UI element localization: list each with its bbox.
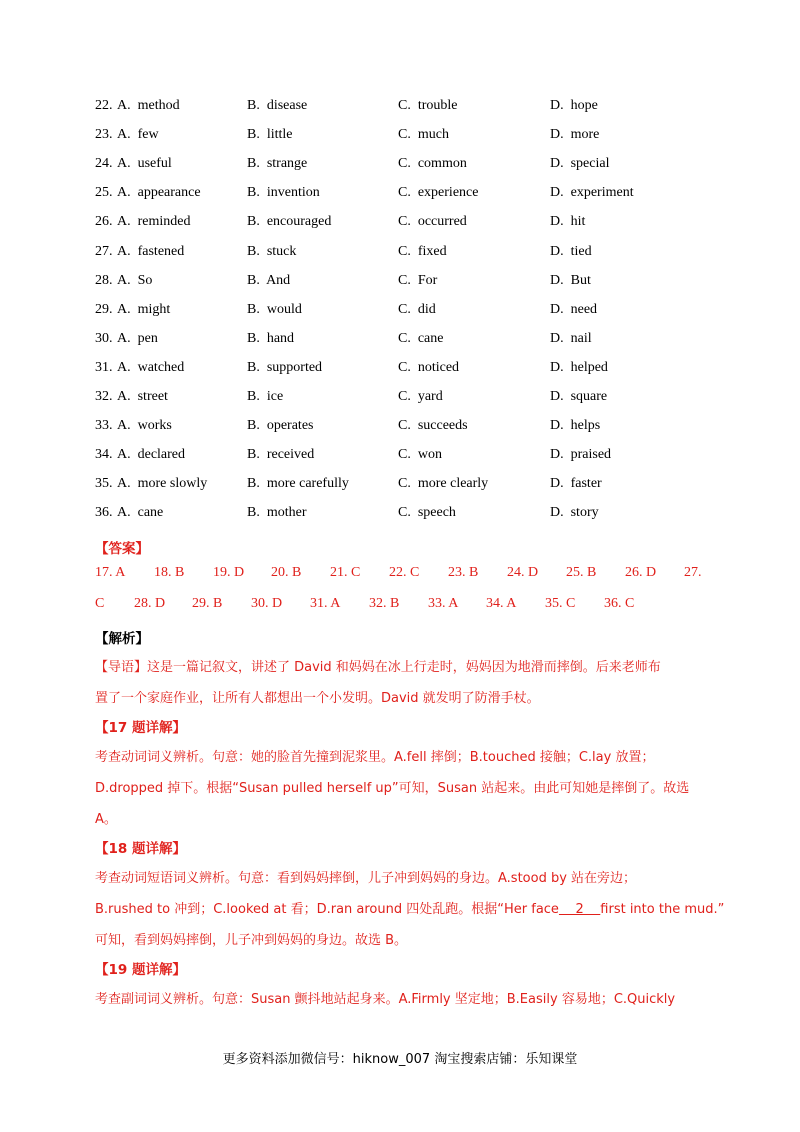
question-number: 33.: [95, 418, 113, 434]
blank-2: 2: [558, 902, 601, 917]
question-number: 31.: [95, 359, 113, 375]
question-number: 27.: [95, 243, 113, 259]
answer-item: 21. C: [330, 565, 361, 580]
question-number: 26.: [95, 214, 113, 230]
option-a: A. So: [117, 272, 153, 288]
answer-item: 20. B: [271, 565, 302, 580]
option-row: [0, 98, 800, 127]
answer-item: 27.: [684, 565, 702, 580]
option-row: [0, 389, 800, 418]
option-row: [0, 156, 800, 185]
option-b: B. stuck: [247, 243, 297, 259]
option-b: B. more carefully: [247, 476, 349, 492]
option-a: A. street: [117, 389, 168, 404]
option-b: B. invention: [247, 185, 320, 201]
option-d: D. faster: [550, 476, 602, 492]
answer-item: 23. B: [448, 565, 479, 580]
option-d: D. tied: [550, 243, 592, 259]
question-number: 35.: [95, 476, 113, 492]
q19-line-1: 考查副词词义辨析。句意：Susan 颤抖地站起身来。A.Firmly 坚定地；B.Easily 容易地；C.Quickly: [95, 992, 676, 1007]
page-footer: 更多资料添加微信号：hiknow_007 淘宝搜索店铺：乐知课堂: [222, 1052, 578, 1067]
option-row: [0, 244, 800, 273]
option-d: D. helps: [550, 418, 601, 434]
option-b: B. ice: [247, 389, 284, 404]
option-c: C. won: [398, 447, 442, 463]
option-c: C. noticed: [398, 359, 460, 375]
option-b: B. hand: [247, 330, 295, 346]
option-d: D. praised: [550, 447, 612, 463]
option-d: D. more: [550, 127, 600, 143]
option-a: A. few: [117, 127, 159, 143]
answer-item: 17. A: [95, 565, 126, 580]
analysis-header: 【解析】: [95, 631, 149, 647]
option-row: [0, 331, 800, 360]
question-number: 36.: [95, 505, 113, 521]
option-b: B. strange: [247, 156, 308, 172]
option-c: C. speech: [398, 505, 456, 521]
option-b: B. little: [247, 127, 293, 143]
option-d: D. need: [550, 301, 598, 317]
q18-line-2-end: first into the mud.”: [600, 902, 725, 917]
option-d: D. hit: [550, 214, 586, 230]
option-a: A. method: [117, 98, 180, 113]
answer-header: 【答案】: [95, 541, 149, 557]
q18-line-3: 可知，看到妈妈摔倒，儿子冲到妈妈的身边。故选 B。: [95, 933, 408, 948]
question-number: 29.: [95, 301, 113, 317]
option-b: B. disease: [247, 98, 308, 113]
answer-item: 28. D: [134, 596, 166, 611]
option-row: [0, 127, 800, 156]
question-number: 22.: [95, 98, 113, 113]
question-number: 23.: [95, 127, 113, 143]
guide-line-1: 【导语】这是一篇记叙文，讲述了 David 和妈妈在冰上行走时，妈妈因为地滑而摔倒。后来老师布: [95, 660, 661, 675]
question-number: 32.: [95, 389, 113, 404]
answer-item: 19. D: [213, 565, 245, 580]
answer-item: 30. D: [251, 596, 283, 611]
answer-item: 26. D: [625, 565, 657, 580]
option-row: [0, 476, 800, 505]
option-c: C. more clearly: [398, 476, 489, 492]
answer-item: 24. D: [507, 565, 539, 580]
answer-item: 35. C: [545, 596, 576, 611]
option-d: D. story: [550, 505, 599, 521]
q17-line-3: A。: [95, 812, 117, 827]
option-c: C. occurred: [398, 214, 467, 230]
option-a: A. reminded: [117, 214, 191, 230]
option-a: A. cane: [117, 505, 164, 521]
q19-header: 【19 题详解】: [95, 962, 186, 978]
q17-line-2: D.dropped 掉下。根据“Susan pulled herself up”可知，Susan 站起来。由此可知她是摔倒了。故选: [95, 781, 690, 796]
option-row: [0, 360, 800, 389]
option-row: [0, 447, 800, 476]
question-number: 25.: [95, 185, 113, 201]
option-b: B. And: [247, 272, 291, 288]
option-a: A. pen: [117, 330, 158, 346]
option-a: A. works: [117, 418, 172, 434]
option-d: D. But: [550, 272, 591, 288]
option-row: [0, 185, 800, 214]
answer-item: 33. A: [428, 596, 459, 611]
option-b: B. encouraged: [247, 214, 332, 230]
option-b: B. would: [247, 301, 302, 317]
option-b: B. received: [247, 447, 315, 463]
option-row: [0, 273, 800, 302]
option-a: A. might: [117, 301, 171, 317]
answer-item: 22. C: [389, 565, 420, 580]
option-a: A. more slowly: [117, 476, 208, 492]
answer-item: 34. A: [486, 596, 517, 611]
question-number: 28.: [95, 272, 113, 288]
option-c: C. yard: [398, 389, 443, 404]
option-a: A. appearance: [117, 185, 201, 201]
answer-item: 18. B: [154, 565, 185, 580]
option-row: [0, 302, 800, 331]
q17-header: 【17 题详解】: [95, 720, 186, 736]
answer-item: 29. B: [192, 596, 223, 611]
option-a: A. watched: [117, 359, 185, 375]
option-c: C. common: [398, 156, 467, 172]
option-row: [0, 505, 800, 534]
option-c: C. much: [398, 127, 449, 143]
option-c: C. fixed: [398, 243, 447, 259]
q17-line-1: 考查动词词义辨析。句意：她的脸首先撞到泥浆里。A.fell 摔倒；B.touched 接触；C.lay 放置；: [95, 750, 655, 765]
option-c: C. succeeds: [398, 418, 468, 434]
option-a: A. declared: [117, 447, 186, 463]
option-d: D. special: [550, 156, 610, 172]
option-d: D. square: [550, 389, 608, 404]
answer-item: 25. B: [566, 565, 597, 580]
option-b: B. mother: [247, 505, 307, 521]
q18-line-2-start: B.rushed to 冲到；C.looked at 看；D.ran around 四处乱跑。根据“Her face: [95, 902, 559, 917]
option-c: C. did: [398, 301, 436, 317]
q18-line-2: [95, 898, 725, 917]
option-d: D. nail: [550, 330, 592, 346]
guide-line-2: 置了一个家庭作业，让所有人都想出一个小发明。David 就发明了防滑手杖。: [95, 691, 540, 706]
option-b: B. supported: [247, 359, 323, 375]
option-row: [0, 214, 800, 243]
option-c: C. trouble: [398, 98, 458, 113]
option-d: D. experiment: [550, 185, 634, 201]
q18-line-1: 考查动词短语词义辨析。句意：看到妈妈摔倒，儿子冲到妈妈的身边。A.stood by 站在旁边；: [95, 871, 637, 886]
option-c: C. cane: [398, 330, 444, 346]
answer-item: 36. C: [604, 596, 635, 611]
option-a: A. fastened: [117, 243, 185, 259]
q18-header: 【18 题详解】: [95, 841, 186, 857]
option-b: B. operates: [247, 418, 314, 434]
answer-item: 31. A: [310, 596, 341, 611]
question-number: 30.: [95, 330, 113, 346]
option-a: A. useful: [117, 156, 172, 172]
question-number: 34.: [95, 447, 113, 463]
option-c: C. experience: [398, 185, 479, 201]
question-number: 24.: [95, 156, 113, 172]
answer-item: 32. B: [369, 596, 400, 611]
option-row: [0, 418, 800, 447]
option-c: C. For: [398, 272, 438, 288]
option-d: D. hope: [550, 98, 598, 113]
option-d: D. helped: [550, 359, 608, 375]
answer-item: C: [95, 596, 105, 611]
